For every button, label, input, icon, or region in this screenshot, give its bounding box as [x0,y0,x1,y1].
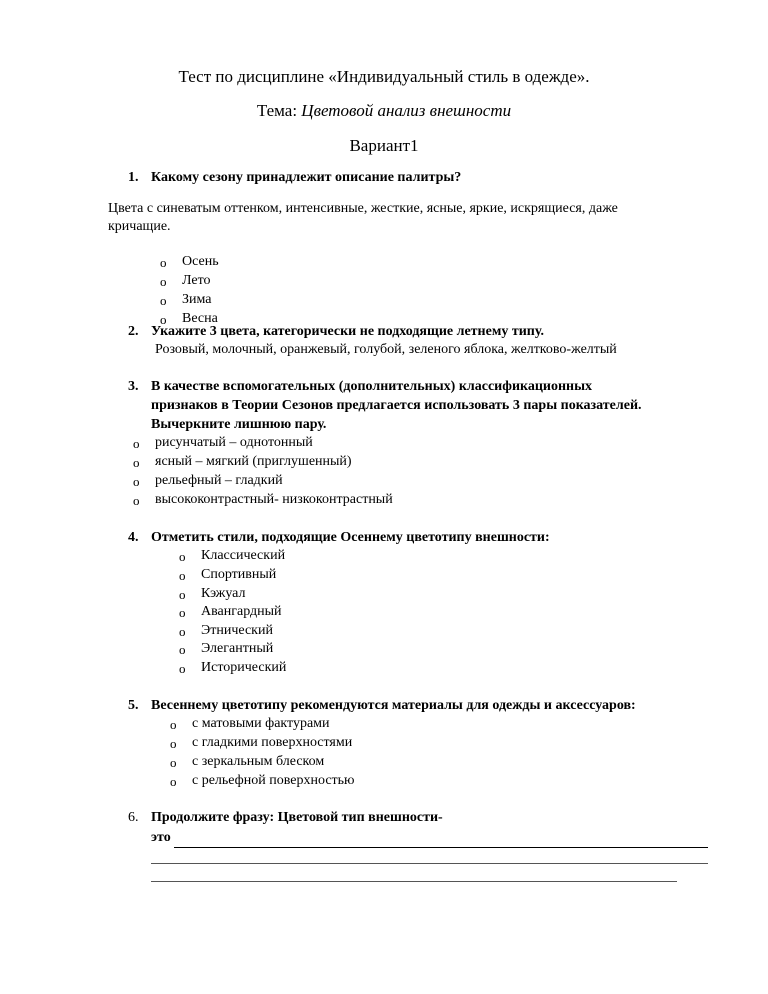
option-bullet: o [179,605,186,620]
q5-number: 5. [128,698,139,713]
q5-option[interactable]: с гладкими поверхностями [192,735,353,750]
q1-description-line1: Цвета с синеватым оттенком, интенсивные, жесткие, ясные, яркие, искрящиеся, даже [108,201,618,216]
option-bullet: o [170,736,177,751]
option-bullet: o [160,293,167,308]
option-bullet: o [170,774,177,789]
option-bullet: o [160,255,167,270]
answer-line[interactable] [151,863,708,864]
q2-number: 2. [128,324,139,339]
topic-line [0,101,768,121]
q1-option[interactable]: Осень [182,254,219,269]
q5-option[interactable]: с рельефной поверхностью [192,773,355,788]
q3-text-line2: признаков в Теории Сезонов предлагается использовать 3 пары показателей. [151,398,642,413]
q3-text-line3: Вычеркните лишнюю пару. [151,417,327,432]
option-bullet: o [179,661,186,676]
q1-option[interactable]: Лето [182,273,211,288]
q4-option[interactable]: Элегантный [201,641,274,656]
q5-option[interactable]: с матовыми фактурами [192,716,330,731]
option-bullet: o [133,493,140,508]
q4-option[interactable]: Авангардный [201,604,282,619]
q1-option[interactable]: Весна [182,311,218,326]
q4-number: 4. [128,530,139,545]
q1-number: 1. [128,170,139,185]
option-bullet: o [133,455,140,470]
q1-option[interactable]: Зима [182,292,212,307]
q6-number: 6. [128,810,139,825]
q1-text: Какому сезону принадлежит описание палитры? [151,170,462,185]
q3-option[interactable]: высококонтрастный- низкоконтрастный [155,492,393,507]
variant-label: Вариант1 [349,136,419,155]
q3-number: 3. [128,379,139,394]
q3-option[interactable]: ясный – мягкий (приглушенный) [155,454,352,469]
answer-line[interactable] [174,847,708,848]
topic-name: Цветовой анализ внешности [301,101,512,120]
option-bullet: o [133,474,140,489]
option-bullet: o [133,436,140,451]
q2-text: Укажите 3 цвета, категорически не подходящие летнему типу. [151,324,544,339]
q4-option[interactable]: Спортивный [201,567,277,582]
q3-option[interactable]: рисунчатый – однотонный [155,435,313,450]
q4-option[interactable]: Исторический [201,660,287,675]
q4-option[interactable]: Этнический [201,623,273,638]
q1-description-line2: кричащие. [108,219,171,234]
option-bullet: o [179,587,186,602]
q3-text-line1: В качестве вспомогательных (дополнительных) классификационных [151,379,593,394]
q6-text-line2: это [151,830,171,845]
option-bullet: o [160,274,167,289]
document-title: Тест по дисциплине «Индивидуальный стиль в одежде». [178,67,590,86]
q6-text-line1: Продолжите фразу: Цветовой тип внешности- [151,810,443,825]
q4-text: Отметить стили, подходящие Осеннему цветотипу внешности: [151,530,550,545]
option-bullet: o [170,755,177,770]
q5-option[interactable]: с зеркальным блеском [192,754,325,769]
option-bullet: o [170,717,177,732]
answer-line[interactable] [151,881,677,882]
option-bullet: o [160,312,167,327]
topic-prefix: Тема: [256,101,302,120]
option-bullet: o [179,642,186,657]
q4-option[interactable]: Классический [201,548,286,563]
option-bullet: o [179,568,186,583]
option-bullet: o [179,549,186,564]
option-bullet: o [179,624,186,639]
q2-description: Розовый, молочный, оранжевый, голубой, зеленого яблока, желтково-желтый [155,342,617,357]
q4-option[interactable]: Кэжуал [201,586,246,601]
q5-text: Весеннему цветотипу рекомендуются материалы для одежды и аксессуаров: [151,698,636,713]
q3-option[interactable]: рельефный – гладкий [155,473,283,488]
